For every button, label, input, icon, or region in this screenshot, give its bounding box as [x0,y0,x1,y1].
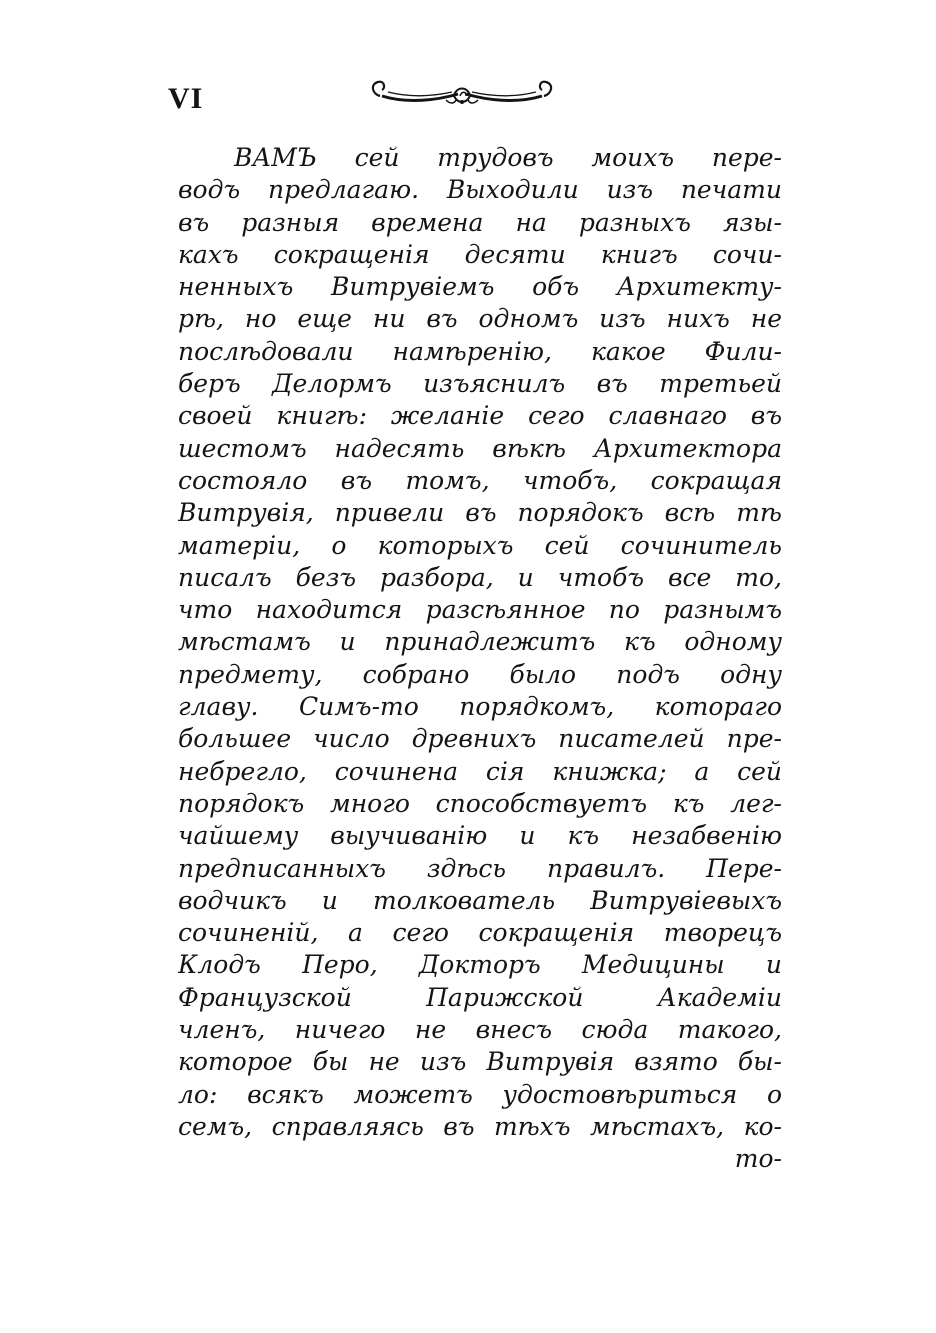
text-line: состояло въ томъ, чтобъ, сокращая [178,465,782,495]
catchword: то- [734,1144,782,1174]
text-line: семъ, справляясь въ тѣхъ мѣстахъ, ко- [178,1111,782,1141]
text-line: членъ, ничего не внесъ сюда такого, [178,1015,782,1045]
text-line: шестомъ надесять вѣкѣ Архитектора [178,433,782,463]
text-line: водчикъ и толкователь Витрувіевыхъ [178,885,782,915]
text-line: что находится разсѣянное по разнымъ [178,595,782,625]
text-line: предписанныхъ здѣсь правилъ. Пере- [178,853,782,883]
text-line: Французской Парижской Академіи [178,982,782,1012]
scroll-ornament-icon [368,74,556,110]
text-line: Витрувія, привели въ порядокъ всѣ тѣ [178,498,782,528]
text-line: послѣдовали намѣренію, какое Фили- [178,336,782,366]
text-line: своей книгѣ: желаніе сего славнаго въ [178,401,782,431]
text-line: писалъ безъ разбора, и чтобъ все то, [178,562,782,592]
text-line: чайшему выучиванію и къ незабвенію [178,821,782,851]
text-line: Клодъ Перо, Докторъ Медицины и [178,950,782,980]
text-line: матеріи, о которыхъ сей сочинитель [178,530,782,560]
text-line: предмету, собрано было подъ одну [178,659,782,689]
text-line: въ разныя времена на разныхъ язы- [178,207,782,237]
text-line: беръ Делормъ изъяснилъ въ третьей [178,369,782,399]
text-line: рѣ, но еще ни въ одномъ изъ нихъ не [178,304,782,334]
text-line: ненныхъ Витрувіемъ объ Архитекту- [178,272,782,302]
text-line: главу. Симъ-то порядкомъ, котораго [178,692,782,722]
page-number: VI [168,82,204,115]
text-line: порядокъ много способствуетъ къ лег- [178,788,782,818]
text-line: кахъ сокращенія десяти книгъ сочи- [178,239,782,269]
text-line: большее число древнихъ писателей пре- [178,724,782,754]
text-line: ВАМЪ сей трудовъ моихъ пере- [234,143,782,172]
text-line: мѣстамъ и принадлежитъ къ одному [178,627,782,657]
text-line: водъ предлагаю. Выходили изъ печати [178,175,782,205]
text-line: которое бы не изъ Витрувія взято бы- [178,1047,782,1077]
text-line: ло: всякъ можетъ удостовѣриться о [178,1079,782,1109]
text-line: сочиненій, а сего сокращенія творецъ [178,918,782,948]
text-line: небрегло, сочинена сія книжка; а сей [178,756,782,786]
body-text [178,142,782,1176]
